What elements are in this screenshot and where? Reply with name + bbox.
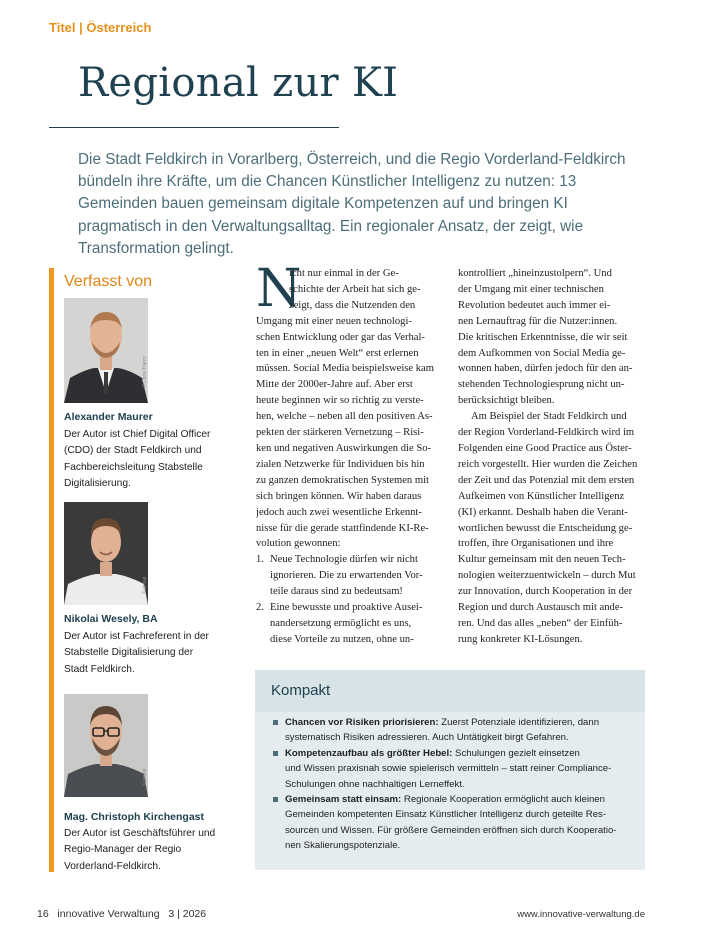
square-bullet-icon xyxy=(273,751,278,756)
author-photo-2 xyxy=(64,502,148,605)
text-line: ren. Und das alles „neben“ der Einfüh- xyxy=(458,617,623,629)
text-line: Neue Technologie dürfen wir nicht xyxy=(270,554,418,566)
text-line: Region und durch Austausch mit ande- xyxy=(458,602,624,614)
text-line: jedoch auch zwei wesentliche Erkennt- xyxy=(256,506,422,518)
photo-credit-3: © privat xyxy=(142,768,148,786)
text-line: pekten der stärkeren Vernetzung – Risi- xyxy=(256,427,424,439)
text-line: nen Skalierungspotenziale. xyxy=(285,840,401,852)
photo-credit-1: © Chris Thern xyxy=(142,356,148,388)
intro-text: Die Stadt Feldkirch in Vorarlberg, Österreich, und die Regio Vorderland-Feldkirch bündeln ihre Kräfte, um die Chancen Künstlicher Intelligenz zu nutzen: 13 Gemeinden bauen gemeinsam digitale Kompetenzen auf und bringen KI pragmatisch in den Verwaltungsalltag. Ein regionaler Ansatz, der zeigt, wie Transformation gelingt. xyxy=(78,151,626,257)
text-line: nisse für die gerade stattfindende KI-Re- xyxy=(256,522,429,534)
article-column-2 xyxy=(458,266,646,648)
author-photo-1 xyxy=(64,298,148,403)
text-line: sourcen und Wissen. Für größere Gemeinden eröffnen sich durch Kooperatio- xyxy=(285,824,617,836)
kompakt-item-heading: Gemeinsam statt einsam: xyxy=(285,794,402,805)
text-line: zur Innovation, durch Kooperation in der xyxy=(458,586,633,598)
text-line: zialen Netzwerke für Individuen bis hin xyxy=(256,458,425,470)
kompakt-box xyxy=(255,670,645,870)
text-line: nologien weiterzuentwickeln – durch Mut xyxy=(458,570,636,582)
text-line: systematisch Risiken adressieren. Auch Untätigkeit birgt Gefahren. xyxy=(285,732,569,744)
text-line: Schulungen gezielt einsetzen xyxy=(452,748,580,759)
text-line: zeigt, dass die Nutzenden den xyxy=(289,299,416,311)
kompakt-header xyxy=(255,670,645,712)
text-line: icht nur einmal in der Ge- xyxy=(289,268,399,279)
text-line: troffen, ihre Organisationen und ihre xyxy=(458,538,614,550)
sidebar-accent-bar xyxy=(49,268,54,872)
kompakt-item-2 xyxy=(273,746,638,792)
author-bio-1: Der Autor ist Chief Digital Officer (CDO) der Stadt Feldkirch und Fachbereichsleitung Stabstelle Digitalisierung. xyxy=(64,429,211,489)
text-line: Mitte der 2000er-Jahre auf. Aber erst xyxy=(256,379,413,391)
text-line: sich bringen können. Wir haben daraus xyxy=(256,490,422,502)
text-line: ignorieren. Die zu erwartenden Vor- xyxy=(270,570,423,582)
text-line: wortlichen bewusst die Entscheidung ge- xyxy=(458,522,633,534)
text-line: diese Vorteile zu nutzen, ohne un- xyxy=(270,633,414,645)
text-line: Zuerst Potenziale identifizieren, dann xyxy=(438,717,600,728)
title-divider xyxy=(49,127,339,128)
text-line: ken und negativen Auswirkungen die So- xyxy=(256,442,432,454)
text-line: ten in einer „neuen Welt“ erst erlernen xyxy=(256,347,419,359)
text-line: schen Entwicklung oder gar das Verhal- xyxy=(256,331,425,343)
author-name-1: Alexander Maurer xyxy=(64,411,153,423)
text-line: schichte der Arbeit hat sich ge- xyxy=(289,283,421,295)
text-line: dem Aufkommen von Social Media ge- xyxy=(458,347,626,359)
text-line: nandersetzung ermöglicht es uns, xyxy=(270,617,412,629)
square-bullet-icon xyxy=(273,720,278,725)
text-line: volution gewonnen: xyxy=(256,538,341,550)
text-line: hen, welche – neben all den positiven As- xyxy=(256,411,433,423)
photo-credit-2: © privat xyxy=(142,576,148,594)
author-name-3: Mag. Christoph Kirchengast xyxy=(64,811,205,823)
text-line: Die kritischen Erkenntnisse, die wir seit xyxy=(458,331,628,343)
rubric: Titel | Österreich xyxy=(49,20,152,35)
list-number: 2. xyxy=(256,602,264,614)
text-line: Gemeinden kompetenten Einsatz Künstlicher Intelligenz durch geteilte Res- xyxy=(285,809,607,821)
text-line: rung konkreter KI-Lösungen. xyxy=(458,633,583,645)
text-line: Eine bewusste und proaktive Ausei- xyxy=(270,602,423,614)
text-line: teile daraus sind zu bedeutsam! xyxy=(270,586,403,598)
text-line: Aufkeimen von Künstlicher Intelligenz xyxy=(458,490,625,502)
sidebar-heading: Verfasst von xyxy=(64,273,153,290)
text-line: der Umgang mit einer technischen xyxy=(458,283,604,295)
author-name-2: Nikolai Wesely, BA xyxy=(64,613,158,625)
page-title: Regional zur KI xyxy=(78,60,399,106)
text-line: Regionale Kooperation ermöglicht auch kleinen xyxy=(401,794,605,805)
author-bio-2: Der Autor ist Fachreferent in der Stabstelle Digitalisierung der Stadt Feldkirch. xyxy=(64,631,209,675)
text-line: Am Beispiel der Stadt Feldkirch und xyxy=(471,411,627,423)
text-line: nen Lernauftrag für die Nutzer:innen. xyxy=(458,315,618,327)
text-line: Folgenden eine Good Practice aus Öster- xyxy=(458,442,632,454)
text-line: Schulungen ohne nachhaltigen Lerneffekt. xyxy=(285,778,465,790)
list-item-2 xyxy=(256,600,441,648)
drop-cap: N xyxy=(256,259,302,319)
text-line: und Wissen praxisnah sowie spielerisch vermitteln – statt reiner Compliance- xyxy=(285,763,612,775)
text-line: stehenden Technologiesprung nicht un- xyxy=(458,379,625,391)
kompakt-item-heading: Kompetenzaufbau als größter Hebel: xyxy=(285,748,453,759)
footer-page-info: 16 innovative Verwaltung 3 | 2026 xyxy=(37,908,207,920)
text-line: Kultur gemeinsam mit den neuen Tech- xyxy=(458,554,626,566)
text-line: zu ganzen demokratischen Systemen mit xyxy=(256,474,429,486)
kompakt-item-heading: Chancen vor Risiken priorisieren: xyxy=(285,717,439,728)
text-line: kontrolliert „hineinzustolpern“. Und xyxy=(458,268,612,279)
square-bullet-icon xyxy=(273,797,278,802)
text-line: Revolution bedeutet auch immer ei- xyxy=(458,299,611,311)
text-line: müssen. Social Media beispielsweise kam xyxy=(256,363,434,375)
footer-url[interactable]: www.innovative-verwaltung.de xyxy=(517,909,645,920)
author-photo-3 xyxy=(64,694,148,797)
text-line: berücksichtigt bleiben. xyxy=(458,395,555,407)
kompakt-item-3 xyxy=(273,792,638,854)
list-item-1 xyxy=(256,552,441,600)
text-line: heute beginnen wir so richtig zu verste- xyxy=(256,395,424,407)
text-line: der Region Vorderland-Feldkirch wird im xyxy=(458,427,635,439)
text-line: reich vorgestellt. Hier wurden die Zeichen xyxy=(458,458,638,470)
kompakt-item-1 xyxy=(273,715,638,746)
author-bio-3: Der Autor ist Geschäftsführer und Regio-Manager der Regio Vorderland-Feldkirch. xyxy=(64,828,216,872)
text-line: der Zeit und das Potenzial mit dem ersten xyxy=(458,474,635,486)
text-line: (KI) erkannt. Deshalb haben die Verant- xyxy=(458,506,628,518)
text-line: Umgang mit einer neuen technologi- xyxy=(256,315,412,327)
kompakt-title: Kompakt xyxy=(271,682,331,699)
article-column-1 xyxy=(256,266,441,648)
list-number: 1. xyxy=(256,554,264,566)
text-line: wonnen haben, dürfen jedoch für den an- xyxy=(458,363,633,375)
